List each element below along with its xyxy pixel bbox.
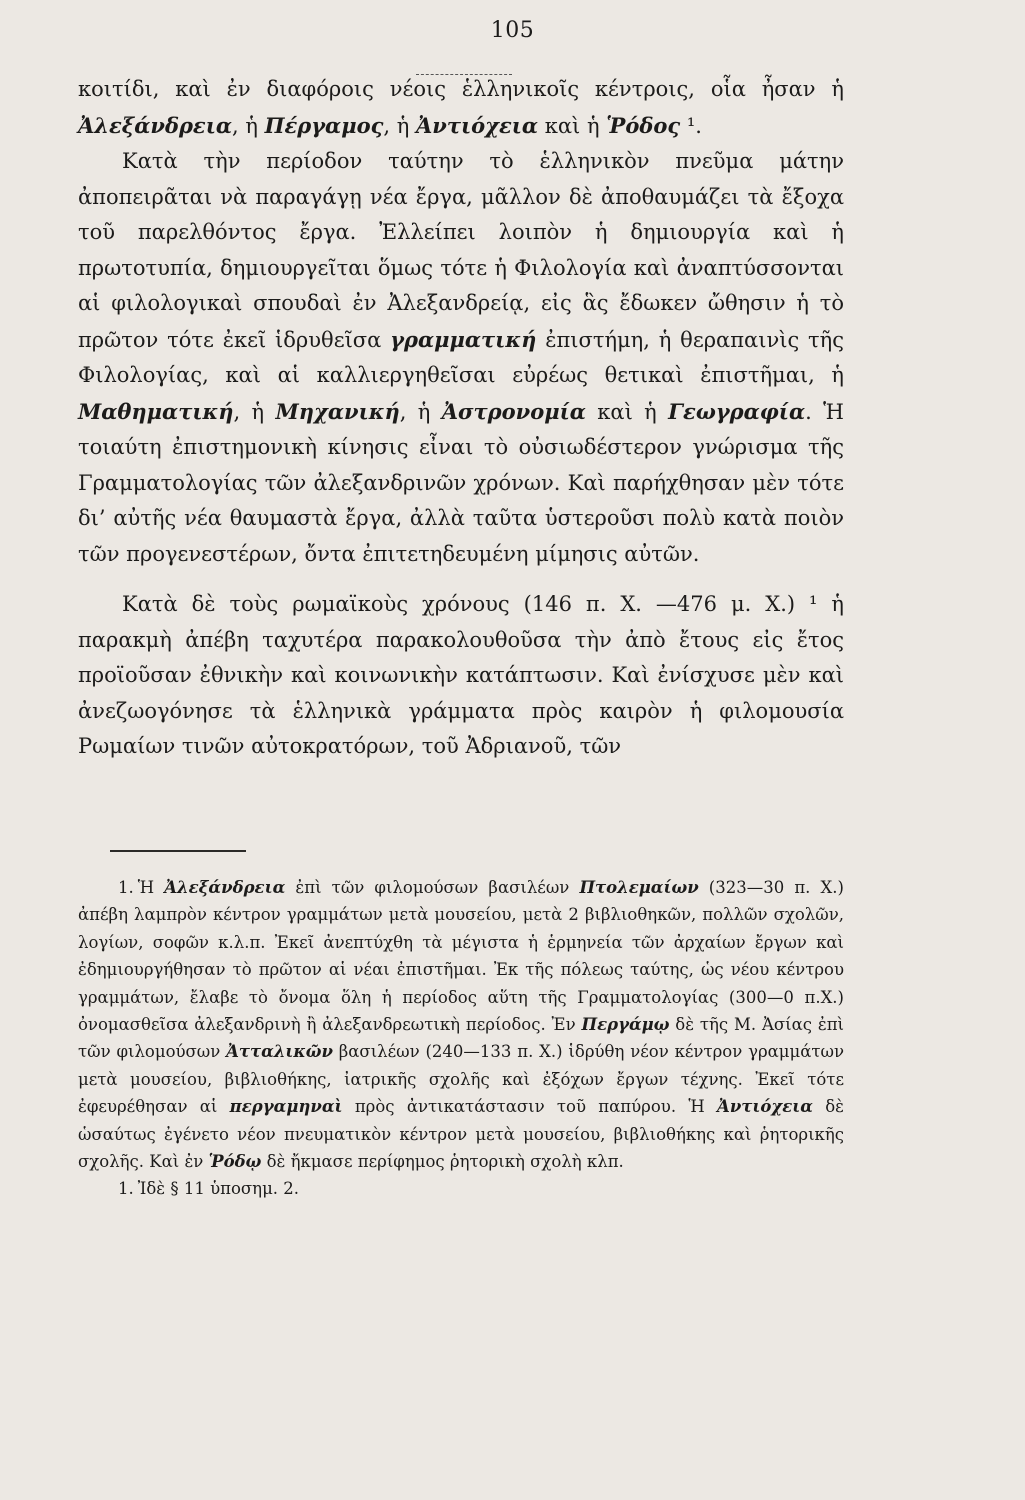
footnote	[78, 1175, 844, 1202]
text-run: , ἡ	[399, 399, 442, 424]
text-run: (323—30 π. Χ.) ἀπέβη λαμπρὸν κέντρον γραμμάτων μετὰ μουσείου, μετὰ 2 βιβλιοθηκῶν, πολλῶν σχολῶν, λογίων, σοφῶν κ.λ.π. Ἐκεῖ ἀνεπτύχθη τὰ μέγιστα ἡ ἑρμηνεία τῶν ἀρχαίων ἔργων καὶ ἐδημιουργήθησαν τὸ πρῶτον αἱ νέαι ἐπιστῆμαι. Ἐκ τῆς πόλεως ταύτης, ὡς νέου κέντρου γραμμάτων, ἔλαβε τὸ ὄνομα ὅλη ἡ περίοδος αὕτη τῆς Γραμματολογίας (300—0 π.Χ.) ὀνομασθεῖσα ἀλεξανδρινὴ ἢ ἀλεξανδρεωτικὴ περίοδος. Ἐν	[78, 878, 844, 1035]
emphasized-term: Πτολεμαίων	[579, 878, 699, 897]
emphasized-term: Ἀντιόχεια	[717, 1097, 813, 1117]
text-run: δὲ ὡσαύτως ἐγένετο νέον πνευματικὸν κέντρον μετὰ μουσείου, βιβλιοθήκης καὶ ῥητορικῆς σχολῆς. Καὶ ἐν	[78, 1097, 844, 1172]
emphasized-term: Μαθηματική	[78, 398, 234, 424]
text-run: , ἡ	[383, 113, 416, 138]
text-run: Ἡ	[137, 878, 165, 897]
text-run: δὲ ἤκμασε περίφημος ῥητορικὴ σχολὴ κλπ.	[261, 1152, 624, 1172]
emphasized-term: Ῥόδος	[606, 112, 681, 138]
body-paragraph	[78, 72, 844, 144]
emphasized-term: Μηχανική	[275, 398, 400, 424]
text-run: κοιτίδι, καὶ ἐν διαφόροις νέοις ἑλληνικοῖς κέντροις, οἷα ἦσαν ἡ	[78, 77, 844, 101]
emphasized-term: γραμματική	[390, 326, 537, 352]
emphasized-term: Ἀλεξάνδρεια	[78, 112, 233, 138]
text-run: καὶ ἡ	[538, 113, 607, 138]
footnote-number: 1.	[118, 878, 134, 897]
emphasized-term: Ἀστρονομία	[441, 398, 586, 424]
footnotes	[78, 874, 844, 1203]
emphasized-term: Ἀντιόχεια	[416, 112, 539, 138]
text-run: Κατὰ δὲ τοὺς ρωμαϊκοὺς χρόνους (146 π. Χ. —476 μ. Χ.) ¹ ἡ παρακμὴ ἀπέβη ταχυτέρα παρακολουθοῦσα τὴν ἀπὸ ἔτους εἰς ἔτος προϊοῦσαν ἐθνικὴν καὶ κοινωνικὴν κατάπτωσιν. Καὶ ἐνίσχυσε μὲν καὶ ἀνεζωογόνησε τὰ ἑλληνικὰ γράμματα πρὸς καιρὸν ἡ φιλομουσία Ρωμαίων τινῶν αὐτοκρατόρων, τοῦ Ἀδριανοῦ, τῶν	[78, 592, 844, 758]
body-paragraph	[78, 587, 844, 765]
footnote-number: 1.	[118, 1179, 134, 1199]
body-paragraph	[78, 144, 844, 572]
text-run: πρὸς ἀντικατάστασιν τοῦ παπύρου. Ἡ	[342, 1097, 718, 1117]
text-run: , ἡ	[233, 399, 276, 424]
text-run: Κατὰ τὴν περίοδον ταύτην τὸ ἑλληνικὸν πνεῦμα μάτην ἀποπειρᾶται νὰ παραγάγῃ νέα ἔργα, μᾶλλον δὲ ἀποθαυμάζει τὰ ἔξοχα τοῦ παρελθόντος ἔργα. Ἐλλείπει λοιπὸν ἡ δημιουργία καὶ ἡ πρωτοτυπία, δημιουργεῖται ὅμως τότε ἡ Φιλολογία καὶ ἀναπτύσσονται αἱ φιλολογικαὶ σπουδαὶ ἐν Ἀλεξανδρείᾳ, εἰς ἃς ἔδωκεν ὤθησιν ἡ τὸ πρῶτον τότε ἐκεῖ ἱδρυθεῖσα	[78, 149, 844, 352]
main-text	[78, 72, 844, 765]
text-run: , ἡ	[232, 113, 265, 138]
text-run: ¹.	[680, 113, 702, 138]
text-run: βασιλέων (240—133 π. Χ.) ἱδρύθη νέον κέντρον γραμμάτων μετὰ μουσείου, βιβλιοθήκης, ἰατρικῆς σχολῆς καὶ ἐξόχων ἔργων τέχνης. Ἐκεῖ τότε ἐφευρέθησαν αἱ	[78, 1042, 844, 1117]
emphasized-term: Ῥόδῳ	[208, 1152, 262, 1172]
text-run: ἐπιστήμη, ἡ θεραπαινὶς τῆς Φιλολογίας, καὶ αἱ καλλιεργηθεῖσαι εὐρέως θετικαὶ ἐπιστῆμαι, ἡ	[78, 327, 844, 387]
emphasized-term: Περγάμῳ	[581, 1015, 670, 1035]
footnote-separator	[110, 850, 246, 852]
text-run: δὲ τῆς Μ. Ἀσίας ἐπὶ τῶν φιλομούσων	[78, 1015, 845, 1062]
text-run: ἐπὶ τῶν φιλομούσων βασιλέων	[285, 878, 580, 897]
emphasized-term: Πέργαμος	[264, 112, 384, 138]
text-run: . Ἡ τοιαύτη ἐπιστημονικὴ κίνησις εἶναι τὸ οὐσιωδέστερον γνώρισμα τῆς Γραμματολογίας τῶν ἀλεξανδρινῶν χρόνων. Καὶ παρήχθησαν μὲν τότε δι’ αὐτῆς νέα θαυμαστὰ ἔργα, ἀλλὰ ταῦτα ὑστεροῦσι πολὺ κατὰ ποιὸν τῶν προγενεστέρων, ὄντα ἐπιτετηδευμένη μίμησις αὐτῶν.	[78, 399, 845, 566]
text-run: Ἰδὲ § 11 ὑποσημ. 2.	[137, 1179, 300, 1199]
emphasized-term: περγαμηναὶ	[229, 1097, 343, 1117]
emphasized-term: Ἀλεξάνδρεια	[164, 878, 286, 897]
text-run: καὶ ἡ	[585, 399, 669, 424]
emphasized-term: Γεωγραφία	[668, 398, 806, 424]
page-number: 105	[490, 18, 535, 43]
emphasized-term: Ἀτταλικῶν	[226, 1042, 333, 1062]
footnote	[78, 874, 844, 1175]
